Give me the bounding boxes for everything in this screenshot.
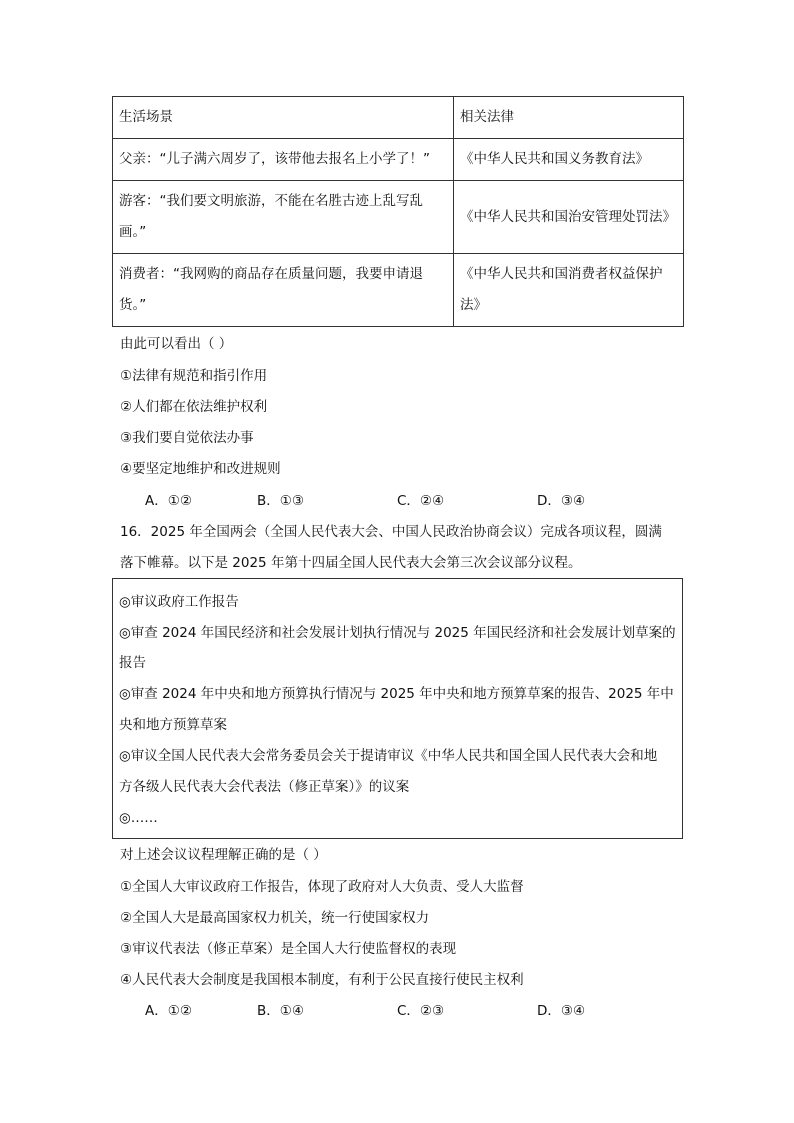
law-cell: 《中华人民共和国义务教育法》 [454,139,684,181]
q16-statement: ①全国人大审议政府工作报告，体现了政府对人大负责、受人大监督 [120,879,524,895]
q15-option-b[interactable]: B．①③ [257,493,304,509]
q16-option-d[interactable]: D．③④ [537,1003,586,1019]
agenda-line: ◎审议全国人民代表大会常务委员会关于提请审议《中华人民共和国全国人民代表大会和地 [119,748,658,764]
header-law: 相关法律 [454,97,684,139]
q16-option-c[interactable]: C．②③ [397,1003,445,1019]
q15-statement: ②人们都在依法维护权利 [120,399,268,415]
agenda-box [112,578,683,839]
q16-statement: ④人民代表大会制度是我国根本制度，有利于公民直接行使民主权利 [120,972,524,988]
q16-statement: ③审议代表法（修正草案）是全国人大行使监督权的表现 [120,941,457,957]
q16-options [0,1001,794,1021]
law-scenario-table [112,96,684,327]
scene-line: 货。” [119,297,147,313]
agenda-line: 方各级人民代表大会代表法（修正草案）》的议案 [119,779,410,795]
q15-options [0,491,794,511]
agenda-line: ◎审查 2024 年中央和地方预算执行情况与 2025 年中央和地方预算草案的报告、2025 年中 [119,686,674,702]
q15-option-a[interactable]: A．①② [145,493,192,509]
scene-line: 游客：“我们要文明旅游，不能在名胜古迹上乱写乱 [119,193,423,209]
law-cell [454,254,684,327]
q15-statement: ④要坚定地维护和改进规则 [120,461,281,477]
law-line: 《中华人民共和国消费者权益保护 [460,266,663,282]
agenda-line: ◎审议政府工作报告 [119,594,239,610]
q16-question: 对上述会议议程理解正确的是（ ） [120,847,327,863]
scene-line: 消费者：“我网购的商品存在质量问题，我要申请退 [119,266,423,282]
agenda-line: ◎审查 2024 年国民经济和社会发展计划执行情况与 2025 年国民经济和社会发展计划草案的 [119,625,676,641]
agenda-line: ◎…… [119,810,158,826]
header-scene: 生活场景 [113,97,454,139]
q16-option-a[interactable]: A．①② [145,1003,192,1019]
q16-option-b[interactable]: B．①④ [257,1003,304,1019]
q15-option-c[interactable]: C．②④ [397,493,445,509]
table-header-row [113,97,684,139]
scene-cell [113,254,454,327]
q15-statement: ③我们要自觉依法办事 [120,430,254,446]
scene-cell [113,181,454,254]
table-row [113,139,684,181]
scene-line: 画。” [119,224,147,240]
agenda-line: 央和地方预算草案 [119,717,227,733]
scene-cell: 父亲：“儿子满六周岁了，该带他去报名上小学了！” [113,139,454,181]
q15-statement: ①法律有规范和指引作用 [120,368,268,384]
table-row [113,181,684,254]
q15-stem: 由此可以看出（ ） [120,336,233,352]
table-row [113,254,684,327]
q16-stem-line: 落下帷幕。以下是 2025 年第十四届全国人民代表大会第三次会议部分议程。 [120,555,582,571]
q16-stem-line: 16．2025 年全国两会（全国人民代表大会、中国人民政治协商会议）完成各项议程，圆满 [120,524,662,540]
law-cell: 《中华人民共和国治安管理处罚法》 [454,181,684,254]
q16-statement: ②全国人大是最高国家权力机关，统一行使国家权力 [120,910,430,926]
q15-option-d[interactable]: D．③④ [537,493,586,509]
law-line: 法》 [460,297,487,313]
agenda-line: 报告 [119,655,146,671]
